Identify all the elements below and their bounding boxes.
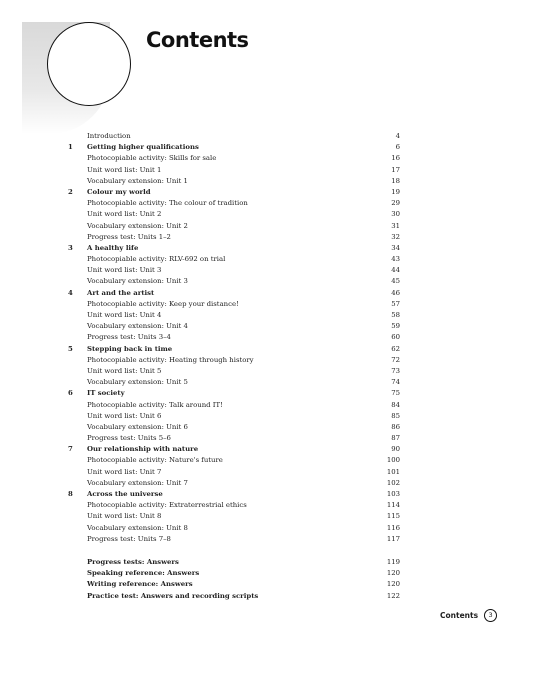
- toc-entry-page: 114: [386, 501, 400, 510]
- toc-entry[interactable]: [66, 165, 400, 176]
- toc-entry-label: Getting higher qualifications: [87, 143, 199, 152]
- toc-entry-page: 17: [391, 165, 400, 174]
- toc-entry-label: Vocabulary extension: Unit 8: [87, 523, 188, 532]
- toc-entry-label: Photocopiable activity: Skills for sale: [87, 154, 217, 163]
- toc-unit-number: 6: [68, 389, 73, 398]
- toc-entry[interactable]: [66, 400, 400, 411]
- toc-appendix-entry[interactable]: [66, 579, 400, 590]
- toc-entry[interactable]: [66, 467, 400, 478]
- toc-entry-label: Writing reference: Answers: [87, 580, 193, 589]
- toc-entry[interactable]: [66, 366, 400, 377]
- table-of-contents: [66, 131, 400, 602]
- toc-units: [66, 142, 400, 545]
- toc-entry[interactable]: [66, 153, 400, 164]
- toc-entry-page: 58: [391, 311, 400, 319]
- toc-entry[interactable]: [66, 433, 400, 444]
- toc-entry-page: 117: [386, 534, 400, 543]
- toc-entry-label: Photocopiable activity: The colour of tradition: [87, 199, 248, 208]
- toc-entry-page: 84: [391, 400, 400, 409]
- toc-entry[interactable]: [66, 221, 400, 232]
- toc-entry-page: 31: [391, 221, 400, 230]
- toc-entry-page: 116: [386, 523, 400, 532]
- toc-entry[interactable]: [66, 511, 400, 522]
- toc-entry-page: 103: [386, 490, 400, 498]
- toc-entry-page: 34: [391, 243, 400, 252]
- toc-unit-number: 1: [68, 143, 73, 152]
- toc-entry-label: Progress test: Units 1–2: [87, 232, 171, 241]
- toc-entry-label: Speaking reference: Answers: [87, 569, 200, 578]
- toc-entry-label: Progress test: Units 7–8: [87, 534, 171, 543]
- toc-entry[interactable]: [66, 176, 400, 187]
- toc-entry[interactable]: [66, 254, 400, 265]
- toc-entry-page: 122: [386, 591, 400, 600]
- toc-entry-page: 85: [391, 411, 400, 420]
- toc-entry-page: 75: [391, 389, 400, 398]
- toc-entry-page: 29: [391, 199, 400, 208]
- toc-entry-label: Introduction: [87, 132, 131, 140]
- toc-appendix-entry[interactable]: [66, 568, 400, 579]
- toc-entry-page: 73: [391, 366, 400, 375]
- toc-entry[interactable]: [66, 455, 400, 466]
- toc-entry-label: Our relationship with nature: [87, 445, 199, 454]
- toc-entry-label: Vocabulary extension: Unit 3: [87, 277, 188, 286]
- toc-unit-heading[interactable]: [66, 142, 400, 153]
- toc-entry[interactable]: [66, 232, 400, 243]
- toc-entry-label: Vocabulary extension: Unit 2: [87, 221, 188, 230]
- toc-unit-number: 7: [68, 445, 73, 454]
- toc-entry[interactable]: [66, 355, 400, 366]
- toc-entry-page: 19: [391, 187, 400, 196]
- toc-entry-label: Photocopiable activity: Nature's future: [87, 456, 223, 465]
- toc-entry-page: 32: [391, 232, 400, 241]
- toc-unit-heading[interactable]: [66, 489, 400, 500]
- toc-entry-page: 62: [391, 344, 400, 353]
- toc-entry[interactable]: [66, 422, 400, 433]
- toc-entry-page: 16: [391, 154, 400, 163]
- toc-entry-label: Vocabulary extension: Unit 4: [87, 322, 188, 331]
- toc-unit-number: 8: [68, 490, 73, 498]
- toc-unit-number: 4: [68, 288, 73, 297]
- toc-unit-heading[interactable]: [66, 444, 400, 455]
- toc-unit-heading[interactable]: [66, 243, 400, 254]
- toc-entry-label: Art and the artist: [87, 288, 155, 297]
- toc-entry-label: Colour my world: [87, 187, 151, 196]
- toc-entry-page: 100: [386, 456, 400, 465]
- page-number-badge: 3: [484, 609, 497, 622]
- toc-entry-label: Stepping back in time: [87, 344, 173, 353]
- toc-entry-label: Unit word list: Unit 4: [87, 311, 162, 319]
- toc-unit-heading[interactable]: [66, 388, 400, 399]
- toc-entry-label: Vocabulary extension: Unit 1: [87, 176, 188, 185]
- toc-entry-label: Unit word list: Unit 5: [87, 366, 162, 375]
- toc-entry-label: Progress tests: Answers: [87, 557, 179, 566]
- toc-entry[interactable]: [66, 198, 400, 209]
- toc-entry-label: Photocopiable activity: Heating through history: [87, 355, 254, 364]
- toc-entry-page: 72: [391, 355, 400, 364]
- toc-entry-page: 43: [391, 255, 400, 264]
- toc-unit-heading[interactable]: [66, 288, 400, 299]
- toc-entry[interactable]: [66, 377, 400, 388]
- toc-appendix: [66, 557, 400, 602]
- toc-entry[interactable]: [66, 310, 400, 321]
- toc-entry-page: 30: [391, 210, 400, 219]
- toc-entry[interactable]: [66, 276, 400, 287]
- toc-entry[interactable]: [66, 209, 400, 220]
- toc-entry-label: Unit word list: Unit 8: [87, 512, 162, 521]
- toc-entry-page: 46: [391, 288, 400, 297]
- toc-entry[interactable]: [66, 534, 400, 545]
- toc-unit-heading[interactable]: [66, 344, 400, 355]
- toc-entry-label: Practice test: Answers and recording scripts: [87, 591, 259, 600]
- toc-entry-page: 120: [386, 569, 400, 578]
- toc-entry-page: 120: [386, 580, 400, 589]
- toc-entry[interactable]: [66, 321, 400, 332]
- toc-entry-label: Unit word list: Unit 2: [87, 210, 162, 219]
- toc-entry-page: 87: [391, 434, 400, 443]
- toc-spacer: [66, 545, 400, 557]
- toc-entry[interactable]: [66, 411, 400, 422]
- toc-entry-label: IT society: [87, 389, 125, 398]
- toc-entry-page: 4: [395, 132, 400, 140]
- page-footer: [440, 609, 497, 622]
- toc-entry-label: Vocabulary extension: Unit 6: [87, 422, 188, 431]
- toc-entry-label: Unit word list: Unit 1: [87, 165, 162, 174]
- toc-entry-introduction[interactable]: [66, 131, 400, 142]
- toc-entry-label: Photocopiable activity: Talk around IT!: [87, 400, 223, 409]
- toc-entry-label: Photocopiable activity: RLV-692 on trial: [87, 255, 226, 264]
- toc-entry-label: Vocabulary extension: Unit 7: [87, 478, 188, 487]
- toc-entry-page: 45: [391, 277, 400, 286]
- toc-unit-number: 2: [68, 187, 73, 196]
- toc-entry-label: Vocabulary extension: Unit 5: [87, 378, 188, 387]
- toc-entry-page: 102: [386, 478, 400, 487]
- toc-entry-page: 119: [386, 557, 400, 566]
- toc-entry-page: 86: [391, 422, 400, 431]
- toc-unit-number: 5: [68, 344, 73, 353]
- toc-entry-label: Unit word list: Unit 7: [87, 467, 162, 476]
- toc-entry-page: 60: [391, 333, 400, 342]
- footer-label: Contents: [440, 611, 479, 620]
- toc-entry[interactable]: [66, 299, 400, 310]
- toc-entry-page: 18: [391, 176, 400, 185]
- toc-entry-page: 6: [395, 143, 400, 152]
- toc-entry-label: Photocopiable activity: Keep your distance!: [87, 299, 239, 308]
- header-circle-graphic: [47, 22, 131, 106]
- toc-entry-page: 101: [386, 467, 400, 476]
- toc-entry[interactable]: [66, 265, 400, 276]
- toc-entry-label: Unit word list: Unit 6: [87, 411, 162, 420]
- toc-entry-label: Across the universe: [87, 490, 163, 498]
- toc-entry-label: A healthy life: [87, 243, 139, 252]
- toc-entry-page: 59: [391, 322, 400, 331]
- toc-entry-page: 57: [391, 299, 400, 308]
- page-title: Contents: [146, 28, 249, 52]
- toc-entry[interactable]: [66, 523, 400, 534]
- toc-unit-number: 3: [68, 243, 73, 252]
- toc-entry-label: Photocopiable activity: Extraterrestrial ethics: [87, 501, 247, 510]
- toc-entry-page: 115: [386, 512, 400, 521]
- toc-unit-heading[interactable]: [66, 187, 400, 198]
- toc-entry[interactable]: [66, 332, 400, 343]
- toc-entry[interactable]: [66, 478, 400, 489]
- toc-entry-label: Unit word list: Unit 3: [87, 266, 162, 275]
- toc-entry[interactable]: [66, 500, 400, 511]
- toc-entry-page: 90: [391, 445, 400, 454]
- toc-appendix-entry[interactable]: [66, 557, 400, 568]
- toc-appendix-entry[interactable]: [66, 591, 400, 602]
- toc-entry-label: Progress test: Units 3–4: [87, 333, 171, 342]
- toc-entry-page: 44: [391, 266, 400, 275]
- toc-entry-page: 74: [391, 378, 400, 387]
- toc-entry-label: Progress test: Units 5–6: [87, 434, 171, 443]
